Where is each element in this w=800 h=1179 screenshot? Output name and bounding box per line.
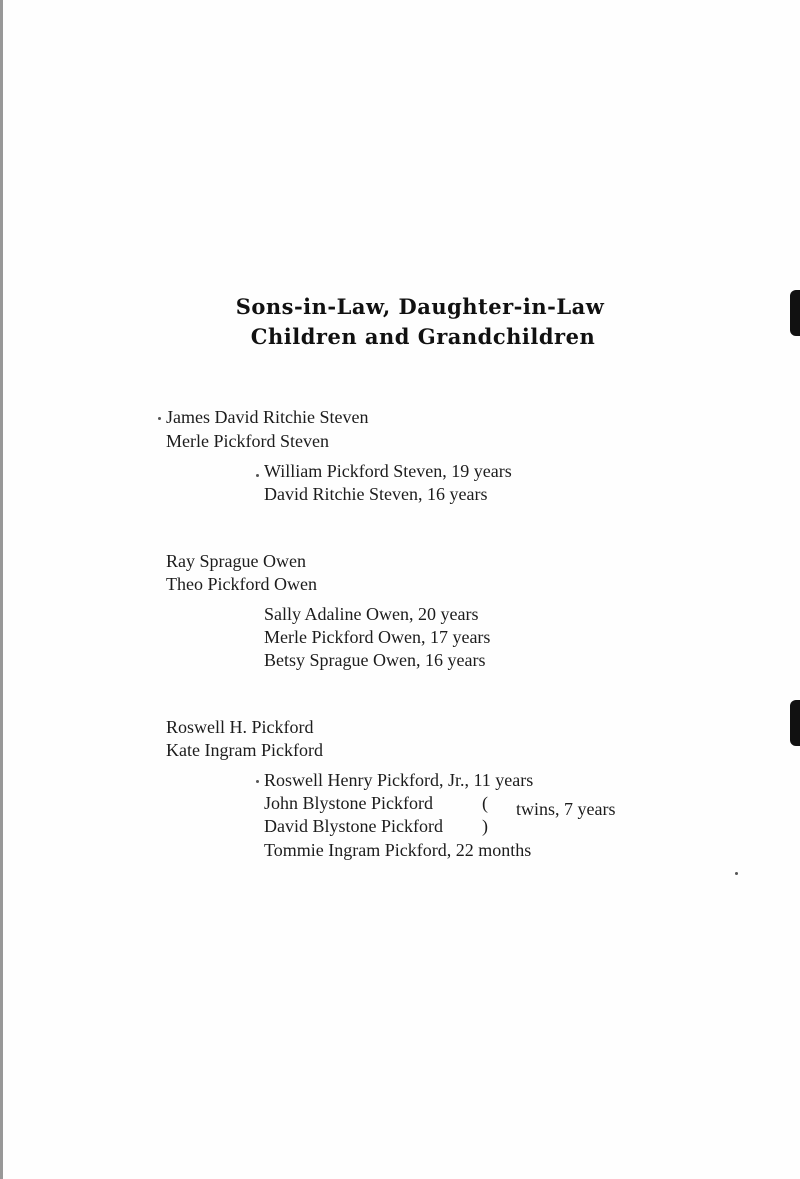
family-3-parent-2: Kate Ingram Pickford (166, 740, 323, 760)
ink-speck (256, 780, 259, 783)
family-2-child-1: Sally Adaline Owen, 20 years (264, 604, 479, 624)
family-3-child-3: David Blystone Pickford (264, 816, 443, 836)
twins-note: twins, 7 years (516, 799, 616, 819)
page-left-edge (0, 0, 3, 1179)
ink-speck (735, 872, 738, 875)
family-1-child-2: David Ritchie Steven, 16 years (264, 484, 488, 504)
family-3-child-4: Tommie Ingram Pickford, 22 months (264, 840, 532, 860)
twins-brace-bottom: ) (482, 816, 488, 836)
family-1-child-1: William Pickford Steven, 19 years (264, 461, 512, 481)
binding-mark-middle (790, 700, 800, 746)
family-3-parent-1: Roswell H. Pickford (166, 717, 314, 737)
page-title-line-1: Sons-in-Law, Daughter-in-Law (235, 294, 605, 319)
ink-speck (158, 417, 161, 420)
page-title-line-2: Children and Grandchildren (250, 324, 596, 349)
family-2-child-3: Betsy Sprague Owen, 16 years (264, 650, 486, 670)
family-2-parent-1: Ray Sprague Owen (166, 551, 306, 571)
family-1-parent-1: James David Ritchie Steven (166, 407, 369, 427)
ink-speck (256, 474, 259, 477)
family-3-child-2: John Blystone Pickford (264, 793, 433, 813)
family-2-child-2: Merle Pickford Owen, 17 years (264, 627, 491, 647)
family-3-child-1: Roswell Henry Pickford, Jr., 11 years (264, 770, 534, 790)
family-1-parent-2: Merle Pickford Steven (166, 431, 329, 451)
twins-brace-top: ( (482, 793, 488, 813)
family-2-parent-2: Theo Pickford Owen (166, 574, 317, 594)
